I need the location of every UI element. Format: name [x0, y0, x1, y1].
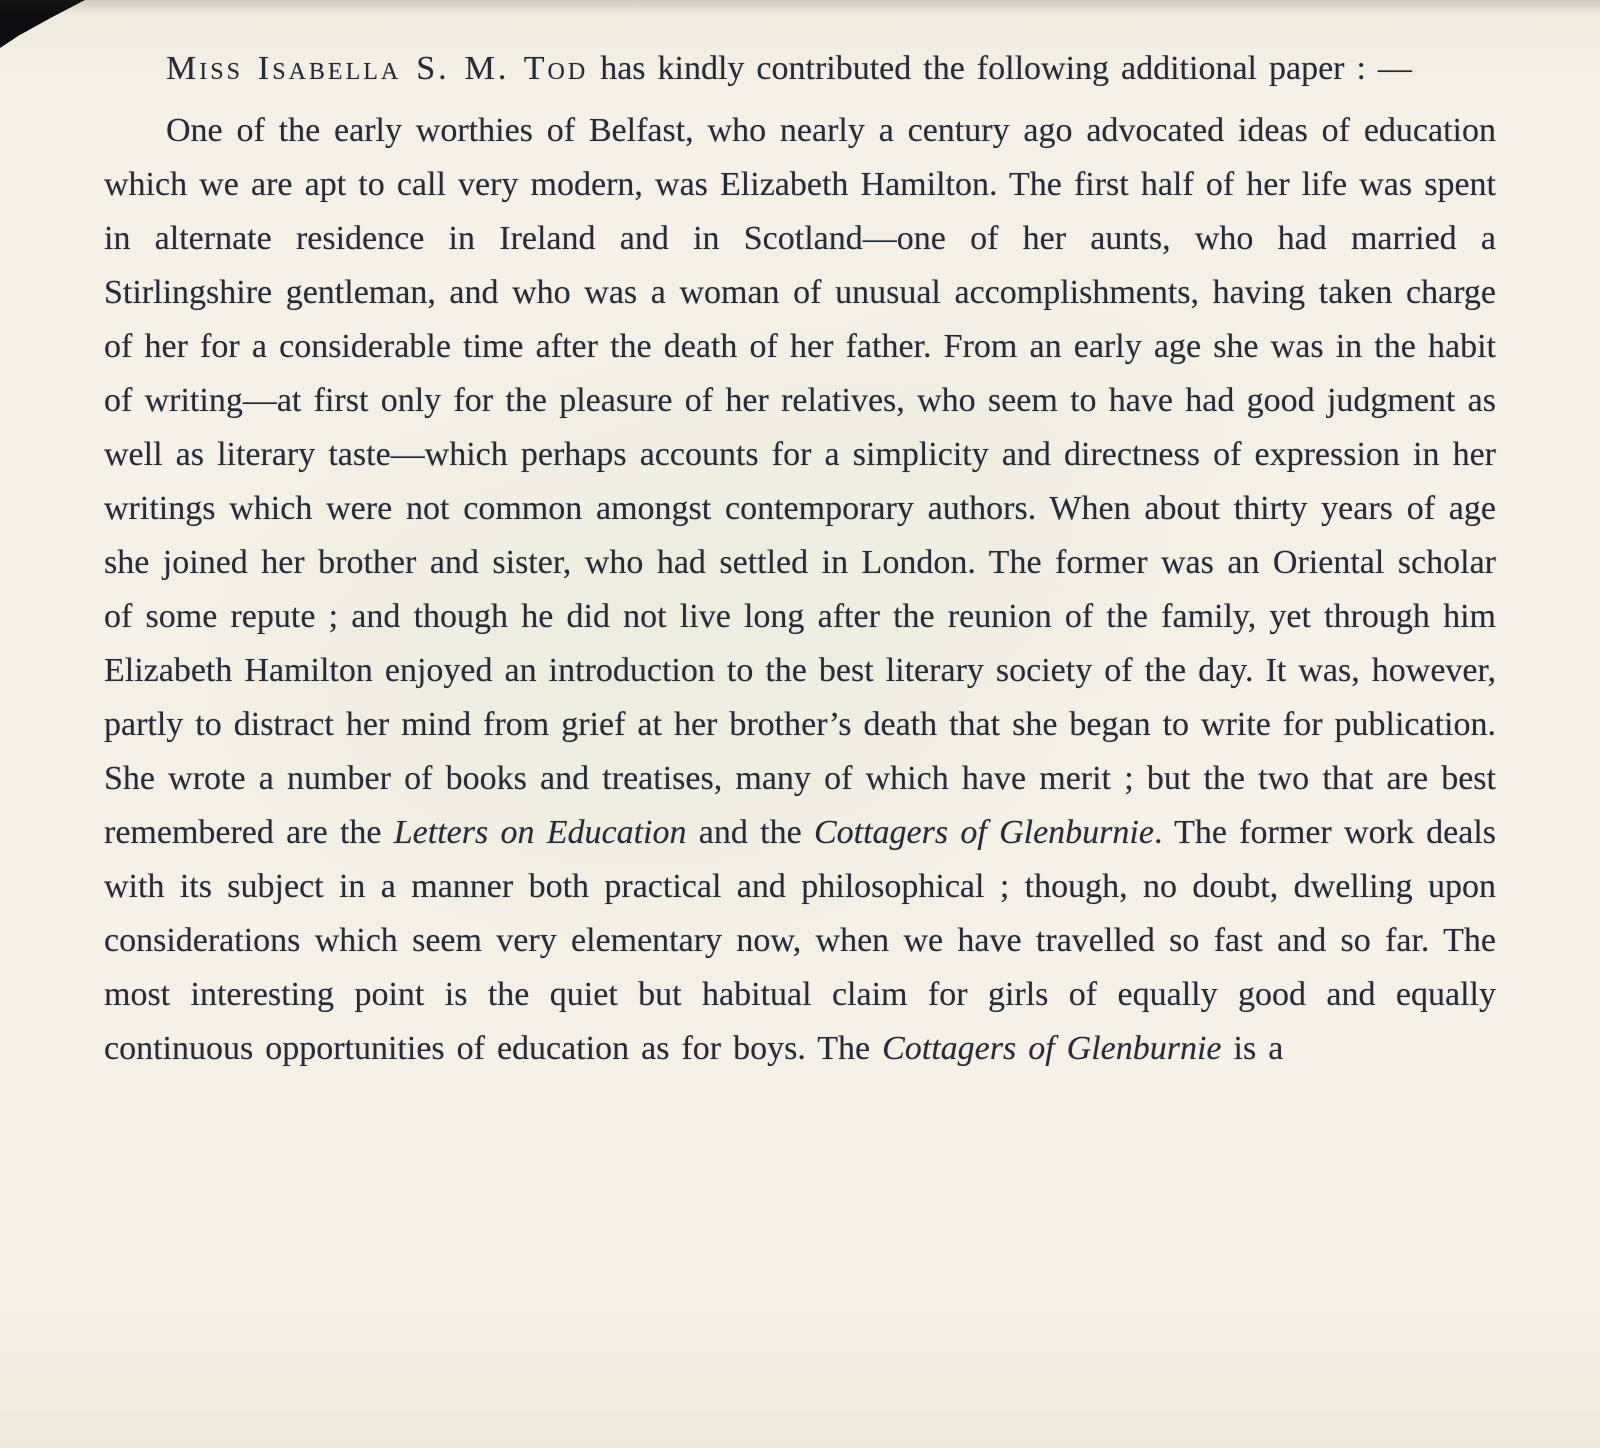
text-run: has kindly contributed the following additional paper : —: [588, 50, 1412, 87]
book-title-italic: Cottagers of Glenburnie: [813, 814, 1154, 851]
text-run: . The former work deals with its subject in a manner both practical and philosophical ; though, no doubt, dwelling upon considerations which seem very elementary now, when we have travelled so fast and so far. The most interesting point is the quiet but habitual claim for girls of equally good and equally continuous opportunities of education as for boys. The: [104, 814, 1497, 1067]
author-name-smallcaps: Miss Isabella S. M. Tod: [166, 50, 589, 87]
book-title-italic: Cottagers of Glenburnie: [882, 1030, 1222, 1067]
page-text: [104, 42, 1496, 1076]
text-run: One of the early worthies of Belfast, who nearly a century ago advocated ideas of education which we are apt to call very modern, was Elizabeth Hamilton. The first half of her life was spent in alternate residence in Ireland and in Scotland—one of her aunts, who had married a Stirlingshire gentleman, and who was a woman of unusual accomplishments, having taken charge of her for a considerable time after the death of her father. From an early age she was in the habit of writing—at first only for the pleasure of her relatives, who seem to have had good judgment as well as literary taste—which perhaps accounts for a simplicity and directness of expression in her writings which were not common amongst contemporary authors. When about thirty years of age she joined her brother and sister, who had settled in London. The former was an Oriental scholar of some repute ; and though he did not live long after the reunion of the family, yet through him Elizabeth Hamilton enjoyed an introduction to the best literary society of the day. It was, however, partly to distract her mind from grief at her brother’s death that she began to write for publication. She wrote a number of books and treatises, many of which have merit ; but the two that are best remembered are the: [104, 112, 1497, 851]
paragraph-1: [104, 42, 1496, 96]
book-title-italic: Letters on Education: [393, 814, 687, 851]
paragraph-2: [104, 104, 1496, 1076]
scan-top-shadow: [0, 0, 1600, 14]
text-run: is a: [1221, 1030, 1284, 1067]
text-run: and the: [686, 814, 814, 851]
